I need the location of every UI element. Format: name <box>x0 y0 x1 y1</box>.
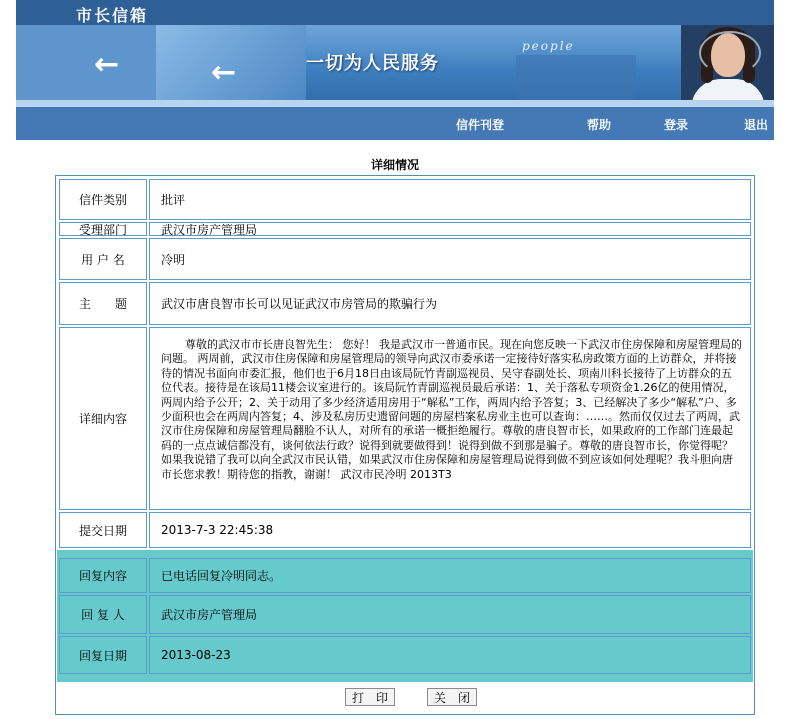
headset-icon <box>699 31 761 75</box>
dept-value: 武汉市房产管理局 <box>149 222 751 236</box>
close-button[interactable]: 关 闭 <box>427 688 477 706</box>
nav-item-help[interactable]: 帮助 <box>587 118 612 132</box>
print-button[interactable]: 打 印 <box>345 688 395 706</box>
nav-item-logout[interactable]: 退出 <box>744 118 769 132</box>
date-value: 2013-7-3 22:45:38 <box>149 512 751 548</box>
content-label: 详细内容 <box>59 327 147 510</box>
subject-label: 主 题 <box>59 282 147 325</box>
banner-stripe <box>16 100 774 107</box>
banner <box>16 25 774 107</box>
user-label: 用 户 名 <box>59 238 147 280</box>
portrait-image <box>681 25 774 107</box>
banner-word: people <box>522 39 575 53</box>
reply-content-label: 回复内容 <box>59 558 147 593</box>
title-bar <box>16 0 774 25</box>
user-value: 冷明 <box>149 238 751 280</box>
site-title: 市长信箱 <box>76 6 149 25</box>
reply-date-value: 2013-08-23 <box>149 636 751 674</box>
banner-block <box>16 25 156 107</box>
reply-content-value: 已电话回复冷明同志。 <box>149 558 751 593</box>
category-label: 信件类别 <box>59 179 147 220</box>
action-bar <box>56 682 754 714</box>
arrow-left-icon: ← <box>211 55 237 90</box>
reply-person-label: 回 复 人 <box>59 595 147 634</box>
banner-slogan: 一切为人民服务 <box>306 53 439 74</box>
dept-label: 受理部门 <box>59 222 147 236</box>
content-value: 尊敬的武汉市市长唐良智先生： 您好！ 我是武汉市一普通市民。现在向您反映一下武汉市住房保障和房屋管理局的问题。 两周前，武汉市住房保障和房屋管理局的领导向武汉市委承诺一定接待好落实私房政策方面的上访群众，并将接待的情况书面向市委汇报，他们也于6月18日由该局阮竹青副巡视员、吴守春副处长、项南川科长接待了上访群众的五位代表。接待是在该局11楼会议室进行的。该局阮竹青副巡视员最后承诺：1、关于落私专项资金1.26亿的使用情况，两周内给予公开；2、关于动用了多少经济适用房用于“解私”工作，两周内给予答复；3、已经解决了多少“解私”户、多少面积也会在两周内答复；4、涉及私房历史遗留问题的房屋档案私房业主也可以查询：……。然而仅仅过去了两周，武汉市住房保障和房屋管理局翻脸不认人，对所有的承诺一概拒绝履行。尊敬的唐良智市长，如果政府的工作部门连最起码的一点点诚信都没有，谈何依法行政？说得到就要做得到！说得到做不到那是骗子。尊敬的唐良智市长，你觉得呢？如果我说错了我可以向全武汉市民认错，如果武汉市住房保障和房屋管理局说得到做不到应该如何处理呢？我斗胆向唐市长您求教！期待您的指教，谢谢！ 武汉市民冷明 2013T3 <box>149 327 751 510</box>
reply-date-label: 回复日期 <box>59 636 147 674</box>
reply-person-value: 武汉市房产管理局 <box>149 595 751 634</box>
page-title: 详细情况 <box>370 158 419 172</box>
detail-table <box>55 175 755 715</box>
nav-bar <box>16 107 774 140</box>
nav-item-letters[interactable]: 信件刊登 <box>456 118 505 132</box>
category-value: 批评 <box>149 179 751 220</box>
subject-value: 武汉市唐良智市长可以见证武汉市房管局的欺骗行为 <box>149 282 751 325</box>
nav-item-login[interactable]: 登录 <box>664 118 689 132</box>
arrow-left-icon: ← <box>94 47 120 82</box>
date-label: 提交日期 <box>59 512 147 548</box>
